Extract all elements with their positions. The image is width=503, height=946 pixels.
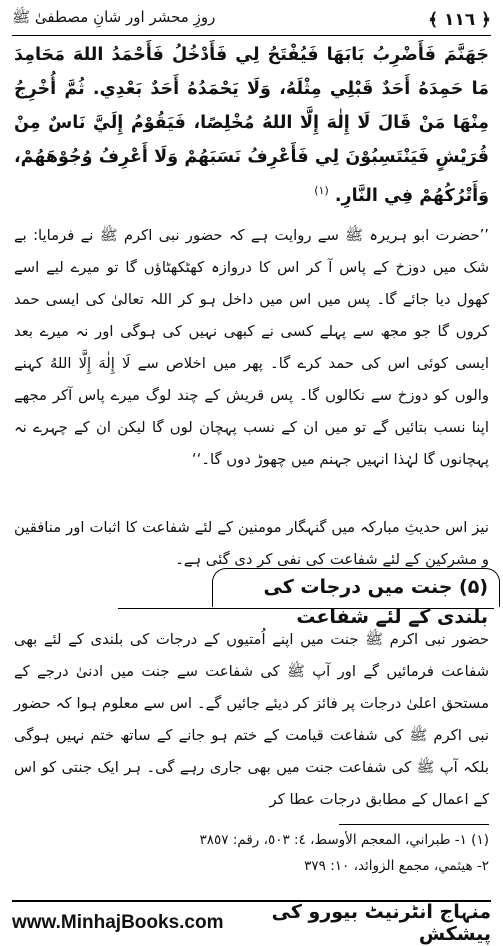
publisher-credit: منہاج انٹرنیٹ بیورو کی پیشکش — [271, 901, 491, 945]
page-footer — [0, 901, 503, 945]
website-link[interactable]: www.MinhajBooks.com — [12, 912, 224, 933]
page-header — [12, 4, 491, 34]
footnote-1: (١) ١- طبراني، المعجم الأوسط، ٤: ٥٠٣، رقم: ٣٨٥٧ — [199, 832, 489, 848]
arabic-reference-marker: (١) — [314, 184, 329, 197]
urdu-translation: ’’حضرت ابو ہریرہ ﷺ سے روایت ہے کہ حضور نبی اکرم ﷺ نے فرمایا: بے شک میں دوزخ کے پاس آ کر اس کا دروازہ کھٹکھٹاؤں گا تو میرے لیے اسے کھول دیا جائے گا۔ پس میں اس میں داخل ہو کر اللہ تعالیٰ کی ایسی حمد کروں گا جو مجھ سے پہلے کسی نے کبھی نہیں کی ہوگی اور نہ میرے بعد ایسی کوئی اس کی حمد کرے گا۔ پھر میں اخلاص سے لَا إِلٰهَ إِلَّا اللهُ کہنے والوں کو دوزخ سے نکالوں گا۔ پس قریش کے چند لوگ میرے پاس آکر مجھے اپنا نسب بتائیں گے تو میں ان کے نسب پہچان لوں گا لیکن ان کے چہرے نہ پہچانوں گا لہٰذا انہیں جہنم میں چھوڑ دوں گا۔‘‘ — [14, 227, 489, 468]
arabic-hadith-text — [14, 38, 489, 213]
commentary-note: نیز اس حدیثِ مبارکہ میں گنہگار مومنین کے لئے شفاعت کا اثبات اور منافقین و مشرکین کے لئے شفاعت کی نفی کر دی گئی ہے۔ — [14, 519, 489, 568]
section-heading-frame — [118, 568, 494, 628]
arabic-hadith-body: جَهَنَّمَ فَأَضْرِبُ بَابَهَا فَيُفْتَحُ لِي فَأَدْخُلُ فَأَحْمَدُ اللهَ مَحَامِدَ مَا حَمِدَهُ أَحَدٌ قَبْلِي مِثْلَهُ، وَلَا يَحْمَدُهُ أَحَدٌ بَعْدِي. ثُمَّ أُخْرِجُ مِنْهَا مَنْ قَالَ لَا إِلٰهَ إِلَّا اللهُ مُخْلِصًا، فَيَقُوْمُ إِلَيَّ نَاسٌ مِنْ قُرَيْشٍ فَيَنْتَسِبُوْنَ لِي فَأَعْرِفُ نَسَبَهُمْ وَلَا أَعْرِفُ وُجُوْهَهُمْ، وَأَتْرُكُهُمْ فِي النَّارِ. — [14, 45, 489, 206]
footnote-2: ٢- هيثمي، مجمع الزوائد، ١٠: ٣٧٩ — [304, 858, 489, 874]
section-body: حضور نبی اکرم ﷺ جنت میں اپنے اُمتیوں کے درجات کی بلندی کے لئے بھی شفاعت فرمائیں گے اور آپ ﷺ کی شفاعت سے جنت میں ادنیٰ درجے کے مستحق اعلیٰ درجات پر فائز کر دیئے جائیں گے۔ اس سے معلوم ہوا کہ حضور نبی اکرم ﷺ کی شفاعت قیامت کے ختم ہو جانے کے ساتھ ختم نہیں ہوگی بلکہ آپ ﷺ کی شفاعت جنت میں بھی جاری رہے گی۔ ہر ایک جنتی کو اس کے اعمال کے مطابق درجات عطا کر — [14, 631, 489, 808]
section-heading: (۵) جنت میں درجات کی بلندی کے لئے شفاعت — [263, 576, 488, 628]
running-title: روزِ محشر اور شانِ مصطفیٰ ﷺ — [12, 8, 216, 26]
header-rule — [12, 35, 491, 36]
page-number: ﴿ ١١٦ ﴾ — [428, 9, 491, 30]
footnote-rule — [339, 824, 489, 825]
